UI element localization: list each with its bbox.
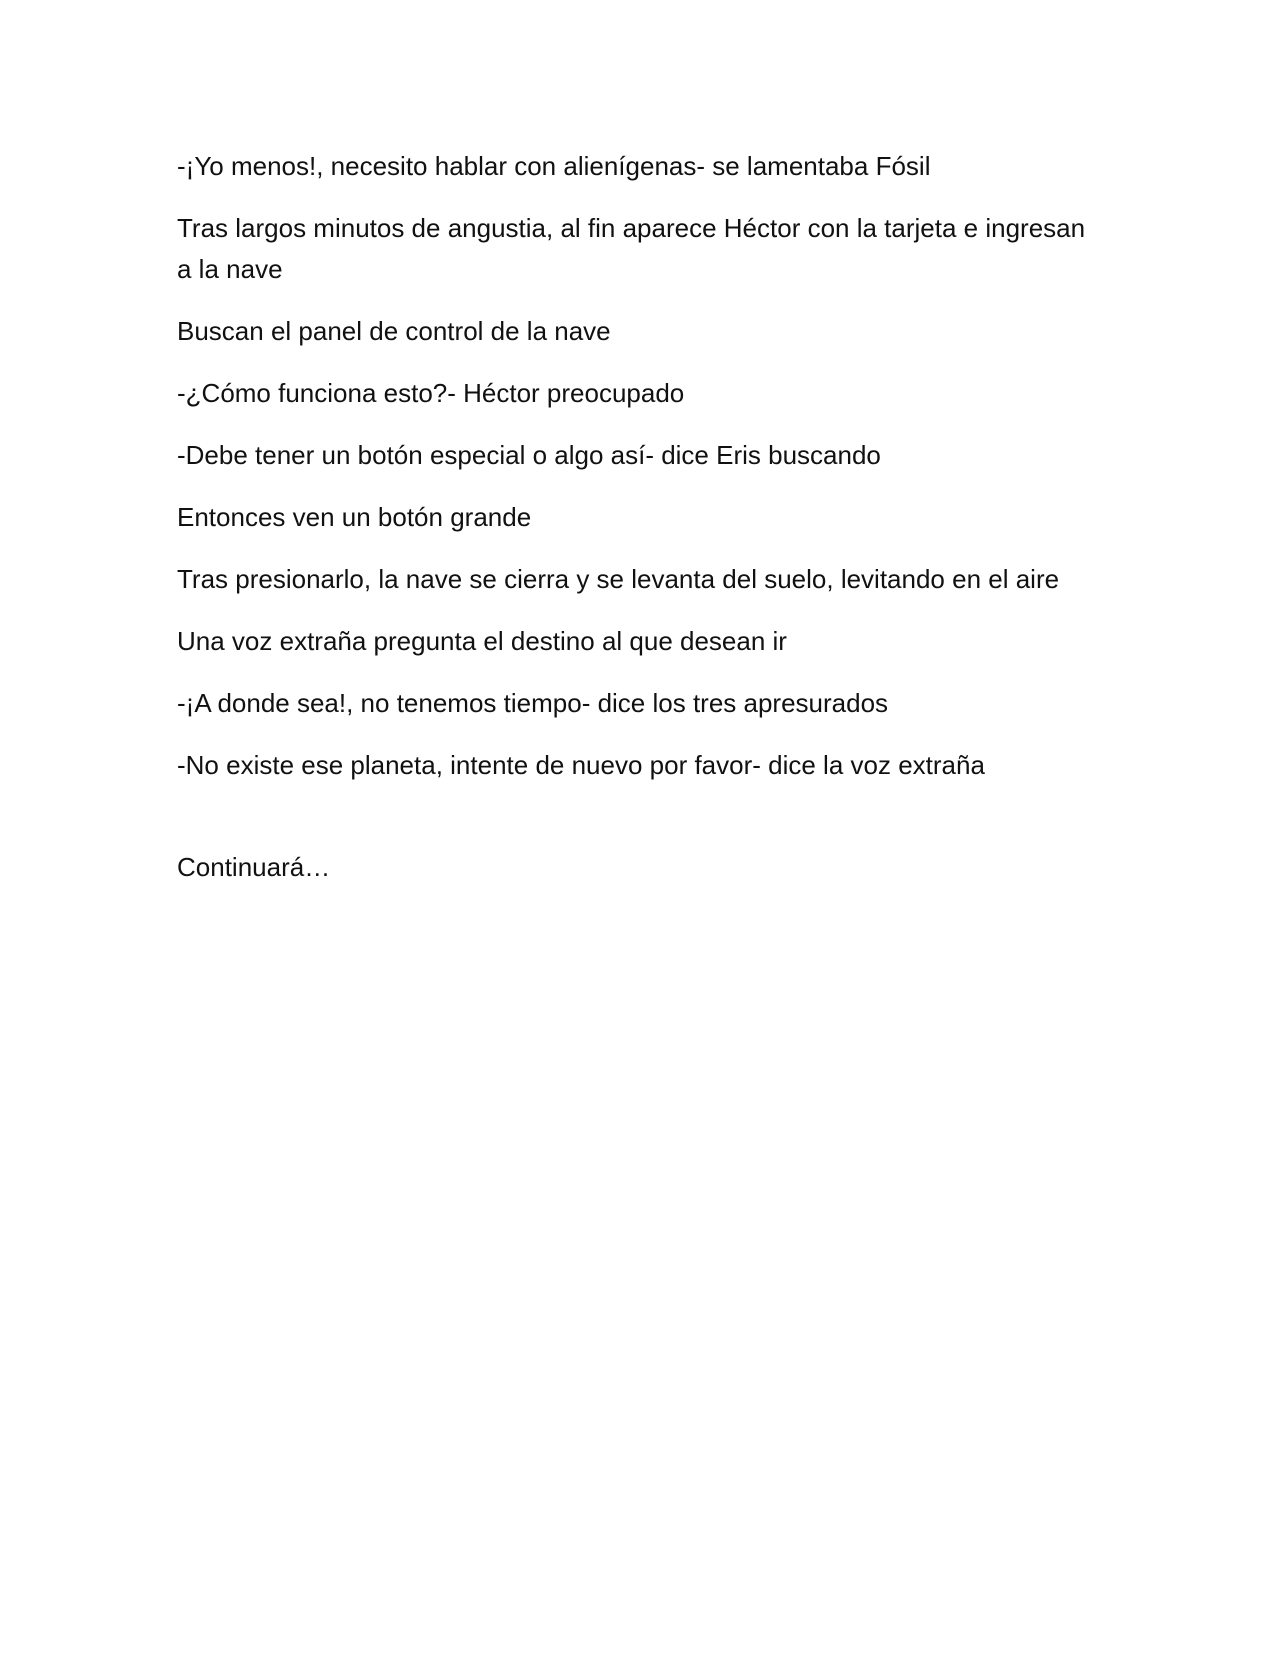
closing-text: Continuará… [177, 852, 331, 882]
paragraph-special-button: -Debe tener un botón especial o algo así- dice Eris buscando [177, 440, 881, 470]
paragraph-control-panel: Buscan el panel de control de la nave [177, 316, 611, 346]
document-body [177, 146, 1097, 909]
paragraph-hector-card: Tras largos minutos de angustia, al fin aparece Héctor con la tarjeta e ingresan a la nave [177, 213, 1086, 284]
paragraph-ship-levitates: Tras presionarlo, la nave se cierra y se levanta del suelo, levitando en el aire [177, 564, 1060, 594]
paragraph-anywhere: -¡A donde sea!, no tenemos tiempo- dice los tres apresurados [177, 688, 889, 718]
paragraph-planet-not-exist: -No existe ese planeta, intente de nuevo por favor- dice la voz extraña [177, 750, 985, 780]
paragraph-strange-voice: Una voz extraña pregunta el destino al que desean ir [177, 626, 787, 656]
paragraph-how-works: -¿Cómo funciona esto?- Héctor preocupado [177, 378, 685, 408]
paragraph-fosil-lament: -¡Yo menos!, necesito hablar con alienígenas- se lamentaba Fósil [177, 151, 931, 181]
paragraph-big-button: Entonces ven un botón grande [177, 502, 532, 532]
